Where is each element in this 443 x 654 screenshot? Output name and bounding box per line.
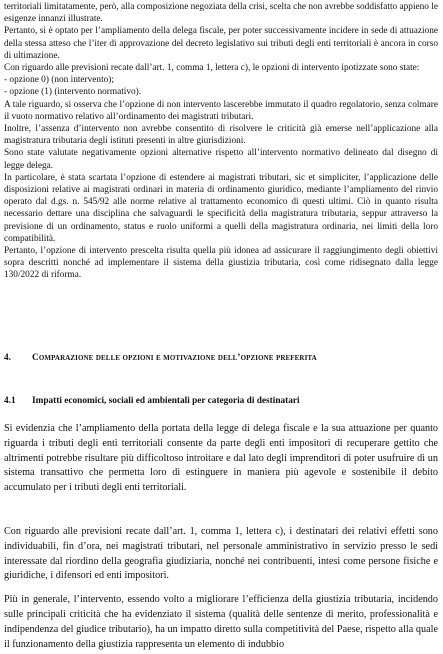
paragraph: Più in generale, l’intervento, essendo volto a migliorare l’efficienza della giustizia tributaria, incidendo sulle principali criticità che ha evidenziato il sistema (qualità delle sentenze di merito, professionalità e indipendenza del giudice tributario), ha un impatto diretto sulla competitività del Paese, rispetto alla quale il funzionamento della giustizia rappresenta un elemento di indubbio bbox=[4, 594, 438, 650]
paragraph: Inoltre, l’assenza d’intervento non avrebbe consentito di risolvere le criticità già emerse nell’applicazione alla magistratura tributaria degli istituti presenti in altre giurisdizioni. bbox=[4, 124, 438, 147]
paragraph: Sono state valutate negativamente opzioni alternative rispetto all’intervento normativo delineato dal disegno di legge delega. bbox=[4, 148, 438, 171]
paragraph: In particolare, è stata scartata l’opzione di estendere ai magistrati tributari, sic et simpliciter, l’applicazione delle disposizioni relative ai magistrati ordinari in materia di ordinamento giuridico, mediante l’ampliamento del rinvio operato dal d.gs. n. 545/92 alle norme relative al trattamento economico di questi ultimi. Ciò in quanto risulta necessario dettare una disciplina che salvaguardi le specificità della magistratura tributaria, seppur attraverso la previsione di un ordinamento, status e ruolo uniformi a quelli della magistratura ordinaria, nei limiti della loro compatibilità. bbox=[4, 172, 438, 244]
list-item: - opzione (1) (intervento normativo). bbox=[4, 87, 142, 98]
paragraph: A tale riguardo, si osserva che l’opzione di non intervento lascerebbe immutato il quadro regolatorio, senza colmare il vuoto normativo relativo all’ordinamento dei magistrati tributari. bbox=[4, 99, 438, 122]
paragraph: Con riguardo alle previsioni recate dall’art. 1, comma 1, lettera c), i destinatari dei relativi effetti sono individuabili, fin d’ora, nei magistrati tributari, nel personale amministrativo in servizio presso le sedi interessate dal riordino della geografia giudiziaria, nonché nei contribuenti, intesi come persone fisiche e giuridiche, i difensori ed enti impositori. bbox=[4, 525, 438, 582]
section-heading-4-1 bbox=[4, 396, 438, 406]
bottom-text-block bbox=[4, 422, 438, 652]
section-title: Comparazione delle opzioni e motivazione dell’opzione preferita bbox=[32, 353, 317, 363]
section-heading-4 bbox=[4, 353, 438, 363]
list-item: - opzione 0) (non intervento); bbox=[4, 75, 114, 86]
section-title: Impatti economici, sociali ed ambientali per categoria di destinatari bbox=[32, 396, 300, 406]
top-text-block bbox=[4, 1, 438, 282]
paragraph: Con riguardo alle previsioni recate dall’art. 1, comma 1, lettera c), le opzioni di intervento ipotizzate sono state: bbox=[4, 63, 420, 74]
section-number: 4. bbox=[4, 353, 11, 363]
paragraph: Si evidenzia che l’ampliamento della portata della legge di delega fiscale e la sua attuazione per quanto riguarda i tributi degli enti territoriali consente da parte degli enti impositori di recuperare gettito che altrimenti potrebbe risultare più difficoltoso introitare e dal lato degli imprenditori di poter usufruire di un sistema transattivo che permetta loro di estinguere in maniera più agevole e sostenibile il debito accumulato per i tributi degli enti territoriali. bbox=[4, 423, 438, 494]
section-number: 4.1 bbox=[4, 396, 16, 406]
paragraph: territoriali limitatamente, però, alla composizione negoziata della crisi, scelta che non avrebbe soddisfatto appieno le esigenze innanzi illustrate. bbox=[4, 2, 438, 25]
paragraph: Pertanto, si è optato per l’ampliamento della delega fiscale, per poter successivamente incidere in sede di attuazione della stessa atteso che l’iter di approvazione del decreto legislativo sui tributi degli enti territoriali è ancora in corso di ultimazione. bbox=[4, 26, 438, 61]
paragraph: Pertanto, l’opzione di intervento prescelta risulta quella più idonea ad assicurare il raggiungimento degli obiettivi sopra descritti nonché ad implementare il sistema della giustizia tributaria, così come ridisegnato dalla legge 130/2022 di riforma. bbox=[4, 246, 438, 281]
